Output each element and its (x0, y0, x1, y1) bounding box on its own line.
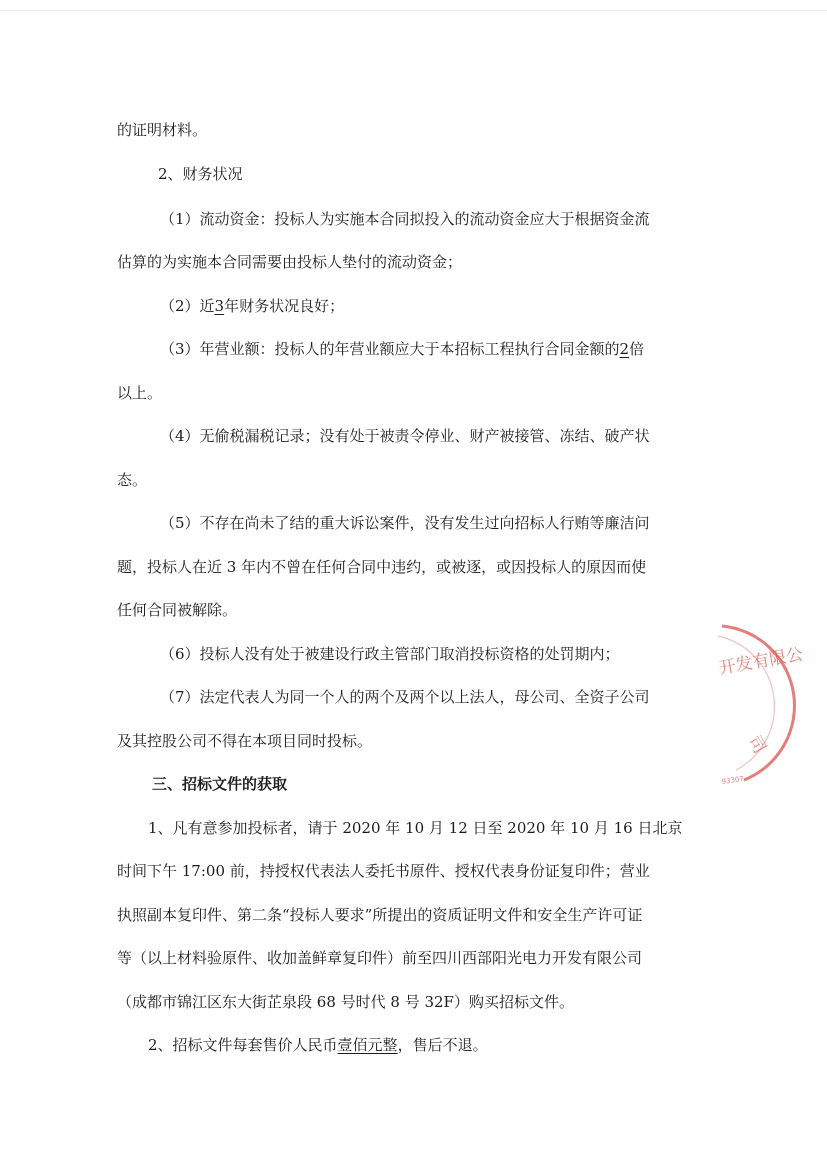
seal-number: 93307 (721, 774, 745, 786)
text-line: 等（以上材料验原件、收加盖鲜章复印件）前至四川西部阳光电力开发有限公司 (117, 949, 643, 967)
text-line (148, 1034, 748, 1056)
text-line: （5）不存在尚未了结的重大诉讼案件，没有发生过向招标人行贿等廉洁问 (160, 514, 650, 532)
section-heading-obtain-documents: 三、招标文件的获取 (152, 775, 288, 793)
text-line: 以上。 (117, 384, 163, 402)
text-segment: （2）近 (160, 297, 215, 315)
seal-text: 开发有限公 (717, 644, 805, 679)
text-segment: 2、招标文件每套售价人民币 (148, 1036, 338, 1054)
underlined-value: 3 (214, 297, 225, 315)
text-line: 的证明材料。 (117, 121, 208, 139)
text-line: 估算的为实施本合同需要由投标人垫付的流动资金； (117, 253, 463, 271)
underlined-value: 壹佰元整 (337, 1036, 398, 1054)
text-line: （6）投标人没有处于被建设行政主管部门取消投标资格的处罚期内； (160, 645, 620, 663)
text-segment: （3）年营业额：投标人的年营业额应大于本招标工程执行合同金额的 (160, 340, 620, 358)
text-line (160, 295, 760, 317)
text-line: 任何合同被解除。 (117, 601, 238, 619)
text-segment: ，售后不退。 (397, 1036, 488, 1054)
text-line: 1、凡有意参加投标者，请于 2020 年 10 月 12 日至 2020 年 10 月 16 日北京 (148, 819, 683, 837)
section-heading-finance: 2、财务状况 (158, 165, 243, 183)
seal-text-end: 司 (743, 732, 770, 758)
text-segment: 年财务状况良好； (224, 297, 345, 315)
company-seal-stamp (708, 612, 818, 797)
text-line: 态。 (117, 471, 148, 489)
text-line: （7）法定代表人为同一个人的两个及两个以上法人，母公司、全资子公司 (160, 688, 650, 706)
text-line: （成都市锦江区东大街芷泉段 68 号时代 8 号 32F）购买招标文件。 (117, 993, 574, 1011)
text-line (160, 338, 760, 360)
text-line: （4）无偷税漏税记录；没有处于被责令停业、财产被接管、冻结、破产状 (160, 427, 650, 445)
text-segment: 倍 (629, 340, 645, 358)
underlined-value: 2 (619, 340, 630, 358)
top-border-line (0, 10, 827, 11)
text-line: 及其控股公司不得在本项目同时投标。 (117, 732, 373, 750)
text-line: 时间下午 17:00 前，持授权代表法人委托书原件、授权代表身份证复印件；营业 (117, 862, 650, 880)
text-line: （1）流动资金：投标人为实施本合同拟投入的流动资金应大于根据资金流 (160, 210, 650, 228)
text-line: 题，投标人在近 3 年内不曾在任何合同中违约，或被逐，或因投标人的原因而使 (117, 558, 647, 576)
text-line: 执照副本复印件、第二条“投标人要求”所提出的资质证明文件和安全生产许可证 (117, 906, 643, 924)
